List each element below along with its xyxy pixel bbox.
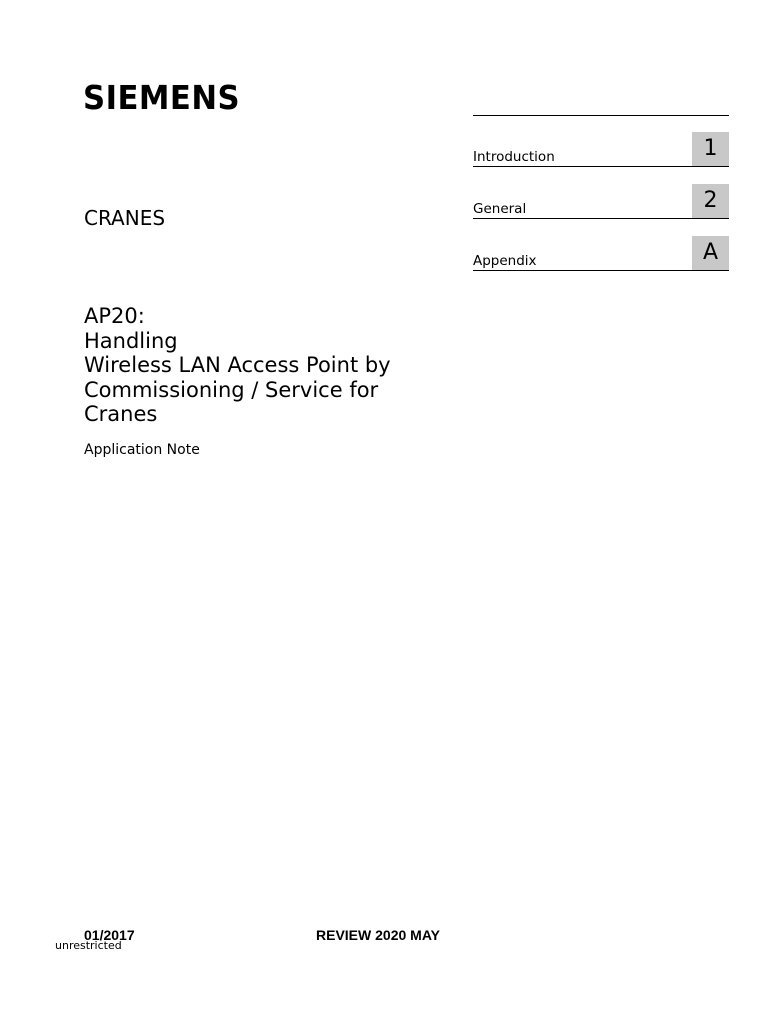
toc-top-rule	[473, 115, 729, 116]
toc-rule	[473, 166, 729, 167]
document-title	[84, 304, 454, 427]
title-line: AP20:	[84, 304, 145, 328]
title-line: Cranes	[84, 402, 158, 426]
chapter-number-box: 1	[692, 132, 729, 166]
chapter-number-box: A	[692, 236, 729, 270]
footer-date: 01/2017	[84, 927, 135, 943]
toc-label: Introduction	[473, 149, 555, 165]
footer-review: REVIEW 2020 MAY	[316, 927, 440, 943]
siemens-logo: SIEMENS	[83, 78, 241, 117]
toc-rule	[473, 218, 729, 219]
title-line: Commissioning / Service for	[84, 377, 379, 402]
product-line: CRANES	[84, 206, 166, 230]
chapter-number-box: 2	[692, 184, 729, 218]
document-type: Application Note	[84, 442, 200, 458]
title-line: Handling	[84, 328, 178, 353]
toc-entry-introduction[interactable]	[473, 132, 729, 167]
toc-rule	[473, 270, 729, 271]
toc-entry-general[interactable]	[473, 184, 729, 219]
toc-label: Appendix	[473, 253, 537, 269]
footer-classification: unrestricted	[55, 939, 122, 952]
toc-entry-appendix[interactable]	[473, 236, 729, 271]
toc-label: General	[473, 201, 527, 217]
title-line: Wireless LAN Access Point by	[84, 353, 391, 377]
